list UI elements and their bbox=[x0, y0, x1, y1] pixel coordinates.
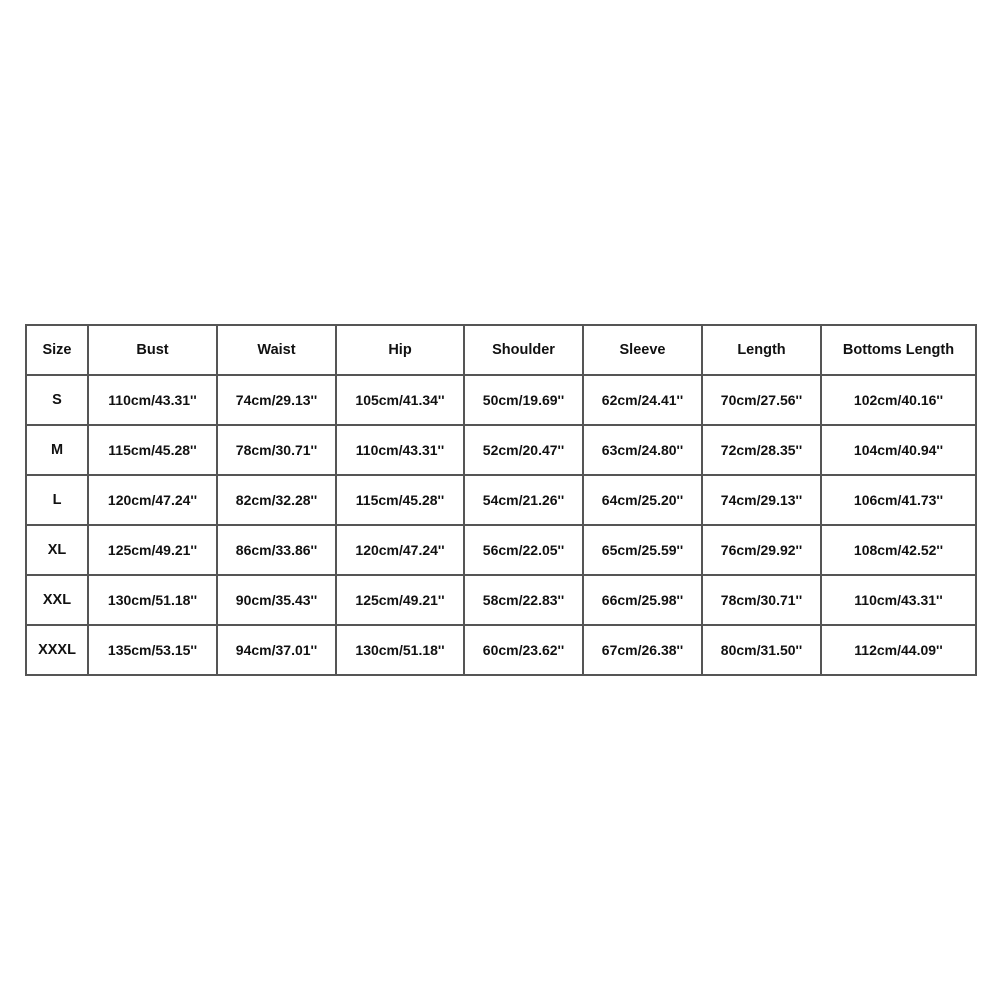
shoulder-cell: 50cm/19.69'' bbox=[464, 375, 583, 425]
hip-cell: 110cm/43.31'' bbox=[336, 425, 464, 475]
shoulder-cell: 52cm/20.47'' bbox=[464, 425, 583, 475]
header-bottoms-length: Bottoms Length bbox=[821, 325, 976, 375]
size-cell: XXXL bbox=[26, 625, 88, 675]
waist-cell: 94cm/37.01'' bbox=[217, 625, 336, 675]
sleeve-cell: 65cm/25.59'' bbox=[583, 525, 702, 575]
table-row bbox=[26, 575, 976, 625]
bottoms-length-cell: 104cm/40.94'' bbox=[821, 425, 976, 475]
table-row bbox=[26, 475, 976, 525]
table-row bbox=[26, 425, 976, 475]
header-shoulder: Shoulder bbox=[464, 325, 583, 375]
table-row bbox=[26, 375, 976, 425]
bottoms-length-cell: 112cm/44.09'' bbox=[821, 625, 976, 675]
sleeve-cell: 63cm/24.80'' bbox=[583, 425, 702, 475]
size-cell: S bbox=[26, 375, 88, 425]
size-cell: L bbox=[26, 475, 88, 525]
size-cell: XL bbox=[26, 525, 88, 575]
waist-cell: 86cm/33.86'' bbox=[217, 525, 336, 575]
header-length: Length bbox=[702, 325, 821, 375]
bottoms-length-cell: 110cm/43.31'' bbox=[821, 575, 976, 625]
length-cell: 72cm/28.35'' bbox=[702, 425, 821, 475]
hip-cell: 105cm/41.34'' bbox=[336, 375, 464, 425]
sleeve-cell: 62cm/24.41'' bbox=[583, 375, 702, 425]
waist-cell: 78cm/30.71'' bbox=[217, 425, 336, 475]
size-cell: M bbox=[26, 425, 88, 475]
bottoms-length-cell: 102cm/40.16'' bbox=[821, 375, 976, 425]
shoulder-cell: 58cm/22.83'' bbox=[464, 575, 583, 625]
length-cell: 78cm/30.71'' bbox=[702, 575, 821, 625]
bust-cell: 115cm/45.28'' bbox=[88, 425, 217, 475]
size-cell: XXL bbox=[26, 575, 88, 625]
shoulder-cell: 54cm/21.26'' bbox=[464, 475, 583, 525]
hip-cell: 120cm/47.24'' bbox=[336, 525, 464, 575]
sleeve-cell: 64cm/25.20'' bbox=[583, 475, 702, 525]
header-waist: Waist bbox=[217, 325, 336, 375]
length-cell: 70cm/27.56'' bbox=[702, 375, 821, 425]
bust-cell: 130cm/51.18'' bbox=[88, 575, 217, 625]
waist-cell: 82cm/32.28'' bbox=[217, 475, 336, 525]
hip-cell: 125cm/49.21'' bbox=[336, 575, 464, 625]
bottoms-length-cell: 106cm/41.73'' bbox=[821, 475, 976, 525]
hip-cell: 115cm/45.28'' bbox=[336, 475, 464, 525]
header-sleeve: Sleeve bbox=[583, 325, 702, 375]
table-row bbox=[26, 625, 976, 675]
length-cell: 76cm/29.92'' bbox=[702, 525, 821, 575]
header-bust: Bust bbox=[88, 325, 217, 375]
bust-cell: 110cm/43.31'' bbox=[88, 375, 217, 425]
bottoms-length-cell: 108cm/42.52'' bbox=[821, 525, 976, 575]
hip-cell: 130cm/51.18'' bbox=[336, 625, 464, 675]
header-hip: Hip bbox=[336, 325, 464, 375]
header-size: Size bbox=[26, 325, 88, 375]
bust-cell: 135cm/53.15'' bbox=[88, 625, 217, 675]
bust-cell: 125cm/49.21'' bbox=[88, 525, 217, 575]
table-row bbox=[26, 525, 976, 575]
sleeve-cell: 67cm/26.38'' bbox=[583, 625, 702, 675]
length-cell: 74cm/29.13'' bbox=[702, 475, 821, 525]
table-body bbox=[26, 375, 976, 675]
header-row bbox=[26, 325, 976, 375]
shoulder-cell: 60cm/23.62'' bbox=[464, 625, 583, 675]
bust-cell: 120cm/47.24'' bbox=[88, 475, 217, 525]
size-chart-table bbox=[25, 324, 977, 676]
waist-cell: 74cm/29.13'' bbox=[217, 375, 336, 425]
waist-cell: 90cm/35.43'' bbox=[217, 575, 336, 625]
sleeve-cell: 66cm/25.98'' bbox=[583, 575, 702, 625]
shoulder-cell: 56cm/22.05'' bbox=[464, 525, 583, 575]
length-cell: 80cm/31.50'' bbox=[702, 625, 821, 675]
table-header bbox=[26, 325, 976, 375]
